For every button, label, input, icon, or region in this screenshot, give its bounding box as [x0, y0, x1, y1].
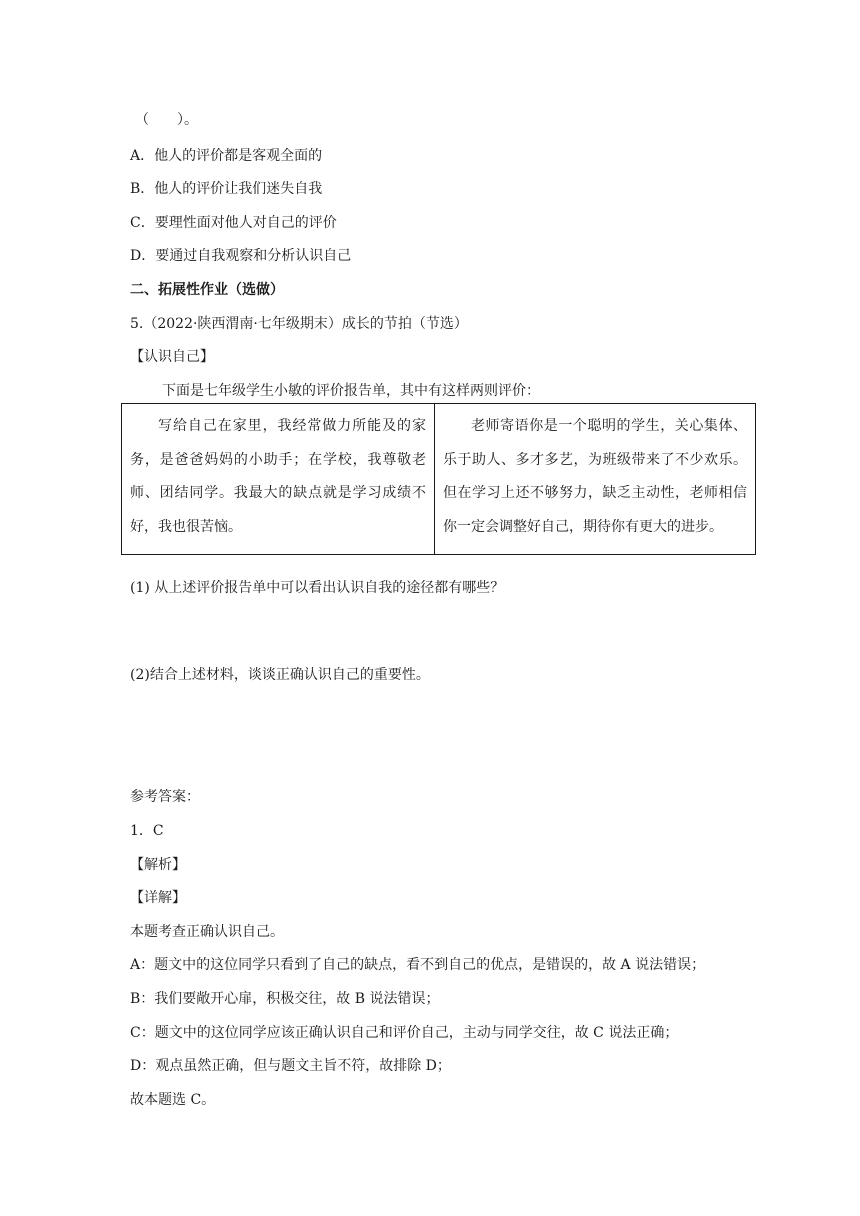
question5-title: 5.（2022·陕西渭南·七年级期末）成长的节拍（节选） [130, 316, 468, 332]
evaluation-table-row [122, 404, 756, 555]
question4-option-a: A．他人的评价都是客观全面的 [130, 148, 323, 164]
answer-line: B：我们要敞开心扉，积极交往，故 B 说法错误； [130, 991, 440, 1007]
answer-item-1: 1．C [130, 823, 164, 839]
detail-label: 【详解】 [130, 890, 186, 906]
question4-option-c: C．要理性面对他人对自己的评价 [130, 215, 337, 231]
question5-sub1: (1) 从上述评价报告单中可以看出认识自我的途径都有哪些？ [130, 580, 505, 596]
analysis-label: 【解析】 [130, 857, 186, 873]
answers-heading: 参考答案： [130, 789, 200, 805]
question4-option-b: B．他人的评价让我们迷失自我 [130, 181, 323, 197]
answer-line: D：观点虽然正确，但与题文主旨不符，故排除 D； [130, 1058, 451, 1074]
evaluation-table [121, 403, 756, 555]
question5-subheading: 【认识自己】 [130, 349, 214, 365]
answer-line: C：题文中的这位同学应该正确认识自己和评价自己，主动与同学交往，故 C 说法正确； [130, 1025, 679, 1041]
answer-line: A：题文中的这位同学只看到了自己的缺点，看不到自己的优点，是错误的，故 A 说法错误； [130, 957, 706, 973]
question5-sub2: (2)结合上述材料，谈谈正确认识自己的重要性。 [130, 667, 430, 683]
teacher-evaluation-cell: 老师寄语你是一个聪明的学生，关心集体、乐于助人、多才多艺，为班级带来了不少欢乐。但在学习上还不够努力，缺乏主动性，老师相信你一定会调整好自己，期待你有更大的进步。 [435, 404, 756, 555]
question4-stem-tail: （ ）。 [135, 112, 198, 128]
question5-intro: 下面是七年级学生小敏的评价报告单，其中有这样两则评价： [162, 383, 540, 399]
answer-line: 本题考查正确认识自己。 [130, 924, 284, 940]
answer-line: 故本题选 C。 [130, 1092, 216, 1108]
self-evaluation-cell: 写给自己在家里，我经常做力所能及的家务，是爸爸妈妈的小助手；在学校，我尊敬老师、团结同学。我最大的缺点就是学习成绩不好，我也很苦恼。 [122, 404, 435, 555]
question4-option-d: D．要通过自我观察和分析认识自己 [130, 248, 352, 264]
section2-heading: 二、拓展性作业（选做） [130, 282, 284, 298]
